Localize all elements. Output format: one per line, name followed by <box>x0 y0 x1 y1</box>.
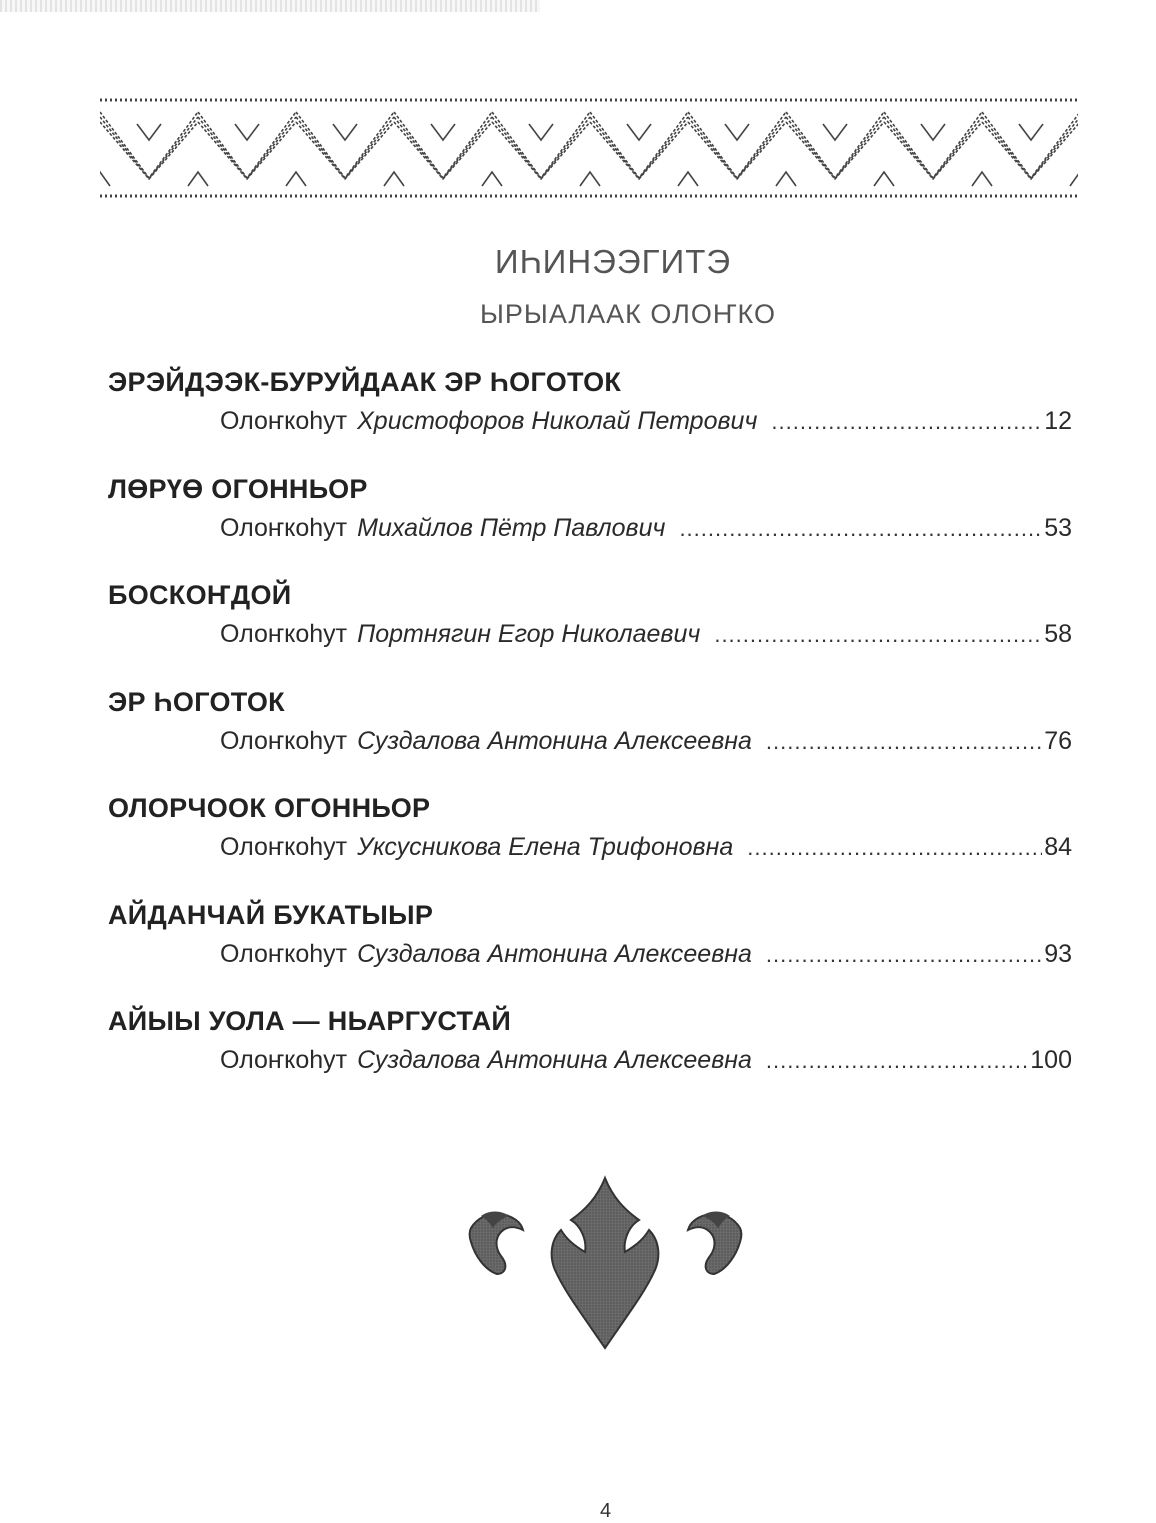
toc-entry-page: 84 <box>1044 833 1072 861</box>
band-stroke <box>580 172 600 186</box>
band-stroke <box>590 117 688 179</box>
page-subtitle: ЫРЫАЛААК ОЛОҤКО <box>480 299 776 329</box>
band-stroke <box>384 172 404 186</box>
toc-entry-role: Олоҥкоһут <box>220 726 348 755</box>
band-stroke <box>137 124 161 140</box>
toc-entry-role: Олоҥкоһут <box>220 513 348 542</box>
band-stroke <box>394 112 492 178</box>
band-stroke <box>492 112 590 178</box>
toc-entry-author: Суздалова Антонина Алексеевна <box>357 726 752 755</box>
band-stroke <box>1070 172 1078 186</box>
band-stroke <box>982 112 1078 178</box>
band-stroke <box>688 117 786 179</box>
toc-entry-line <box>220 405 1072 438</box>
toc-entry-title: ОЛОРЧООК ОГОННЬОР <box>108 793 431 823</box>
band-stroke <box>590 112 688 178</box>
toc-entry-line <box>220 831 1072 864</box>
toc-entry-role: Олоҥкоһут <box>220 939 348 968</box>
dot-leader <box>766 939 1042 971</box>
dot-leader <box>747 832 1042 864</box>
toc-entry-author: Суздалова Антонина Алексеевна <box>357 1046 752 1074</box>
band-stroke <box>921 124 945 140</box>
toc-entry[interactable] <box>108 685 1088 792</box>
toc-entry-line <box>220 938 1072 971</box>
toc-entry[interactable] <box>108 1004 1088 1111</box>
toc-entry-page: 12 <box>1044 407 1072 435</box>
band-stroke <box>492 117 590 179</box>
page-title: ИҺИНЭЭГИТЭ <box>494 243 732 280</box>
band-stroke <box>100 172 110 186</box>
toc-entry-page: 76 <box>1044 726 1072 755</box>
band-stroke <box>235 124 259 140</box>
yakut-floral-ornament-icon <box>463 1170 748 1360</box>
band-stroke <box>529 124 553 140</box>
toc-entry-page: 93 <box>1044 939 1072 968</box>
toc-entry-title: ЭРЭЙДЭЭК-БУРУЙДААК ЭР ҺОГОТОК <box>108 367 622 397</box>
band-stroke <box>1019 124 1043 140</box>
ornament-center-shape <box>552 1178 659 1348</box>
toc-entry-line <box>220 512 1072 545</box>
band-stroke <box>198 117 296 179</box>
band-stroke <box>198 112 296 178</box>
band-stroke <box>972 172 992 186</box>
toc-entry[interactable] <box>108 898 1088 1005</box>
band-stroke <box>394 117 492 179</box>
scan-artifact <box>0 0 540 12</box>
toc-entry-page: 100 <box>1030 1046 1072 1074</box>
toc-entry[interactable] <box>108 472 1088 579</box>
toc-entry-title: ЛӨРҮӨ ОГОННЬОР <box>108 473 368 504</box>
toc-entry-line <box>220 618 1072 651</box>
band-stroke <box>678 172 698 186</box>
band-stroke <box>188 172 208 186</box>
band-stroke <box>431 124 455 140</box>
toc-entry-author: Христофоров Николай Петрович <box>357 407 758 435</box>
toc-entry-line <box>220 1044 1072 1077</box>
band-stroke <box>482 172 502 186</box>
toc-entry-page: 58 <box>1044 620 1072 648</box>
toc-entry-author: Портнягин Егор Николаевич <box>357 620 701 648</box>
toc-entry[interactable] <box>108 791 1088 898</box>
band-stroke <box>776 172 796 186</box>
zigzag-ornament-band <box>100 92 1078 204</box>
toc-entry[interactable] <box>108 578 1088 685</box>
band-stroke <box>100 117 198 179</box>
dot-leader <box>766 1045 1028 1077</box>
toc-entry[interactable] <box>108 365 1088 472</box>
dot-leader <box>771 406 1042 438</box>
band-stroke <box>823 124 847 140</box>
band-stroke <box>333 124 357 140</box>
toc-entry-line <box>220 725 1072 758</box>
toc-entry-title: АЙДАНЧАЙ БУКАТЫЫР <box>108 899 434 930</box>
toc-entry-author: Уксусникова Елена Трифоновна <box>357 833 734 861</box>
toc-entry-role: Олоҥкоһут <box>220 407 348 435</box>
dot-leader <box>679 513 1042 545</box>
toc-entry-title: ЭР ҺОГОТОК <box>108 686 285 717</box>
toc-entry-role: Олоҥкоһут <box>220 833 348 861</box>
table-of-contents <box>108 365 1088 1111</box>
toc-entry-role: Олоҥкоһут <box>220 620 348 648</box>
band-stroke <box>688 112 786 178</box>
band-stroke <box>884 112 982 178</box>
toc-entry-role: Олоҥкоһут <box>220 1046 348 1074</box>
page-number: 4 <box>600 1500 612 1522</box>
toc-entry-page: 53 <box>1044 513 1072 542</box>
toc-entry-author: Суздалова Антонина Алексеевна <box>357 939 752 968</box>
band-stroke <box>725 124 749 140</box>
dot-leader <box>714 619 1042 651</box>
toc-entry-title: БОСКОҤДОЙ <box>108 580 292 610</box>
band-stroke <box>296 112 394 178</box>
band-stroke <box>786 117 884 179</box>
band-stroke <box>786 112 884 178</box>
band-stroke <box>982 117 1078 179</box>
toc-entry-author: Михайлов Пётр Павлович <box>357 513 666 542</box>
band-stroke <box>296 117 394 179</box>
dot-leader <box>766 726 1042 758</box>
toc-entry-title: АЙЫЫ УОЛА — НЬАРГУСТАЙ <box>108 1006 512 1036</box>
band-stroke <box>100 112 198 178</box>
band-stroke <box>884 117 982 179</box>
band-stroke <box>286 172 306 186</box>
band-stroke <box>874 172 894 186</box>
band-stroke <box>627 124 651 140</box>
band-stroke <box>982 122 1078 179</box>
